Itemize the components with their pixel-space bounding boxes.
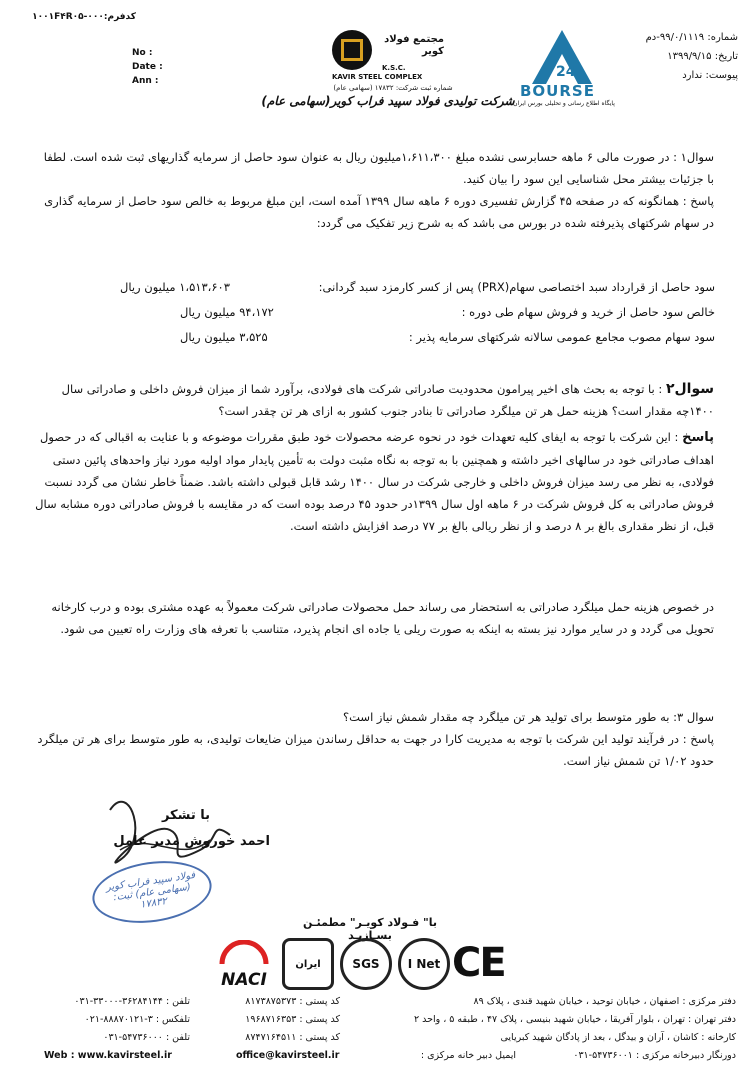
q2-answer-2: در خصوص هزینه حمل میلگرد صادراتی به استحضار می رساند حمل محصولات صادراتی شرکت معمولاً به عهده مشتری بوده و درب کارخانه تحویل می گردد و در سایر موارد نیز بسته به اینکه به صورت ریلی یا جاده ای انجام پذیرد، متناسب با تعرفه های وزارت راه تعیین می شود.	[51, 600, 714, 636]
q1-item	[120, 301, 715, 323]
inet-icon	[398, 938, 450, 990]
signature-thanks: با تشکر	[161, 808, 210, 823]
signature-name: احمد خوروش مدیر عامل	[113, 834, 270, 849]
date-label: Date :	[132, 62, 163, 72]
footer-factory-phone: تلفن : ۵۴۷۳۶۰۰۰-۰۳۱	[103, 1032, 190, 1043]
q1-item-value: ۳،۵۲۵ میلیون ریال	[180, 330, 268, 344]
inet-label: I Net	[407, 957, 441, 971]
q1-item-label: سود حاصل از قرارداد سبد اختصاصی سهام(PRX) پس از کسر کارمزد سبد گردانی:	[318, 280, 715, 294]
q1-answer: پاسخ : همانگونه که در صفحه ۴۵ گزارش تفسیری دوره ۶ ماهه سال ۱۳۹۹ آمده است، این مبلغ مربوط به خالص سود حاصل از سرمایه گذاری در سهام شرکتهای پذیرفته شده در بورس می باشد که به شرح زیر تفکیک می گردد:	[44, 194, 714, 230]
footer-tehran-postal: کد پستی : ۱۹۶۸۷۱۶۳۵۳	[245, 1014, 340, 1025]
svg-text:24: 24	[556, 64, 576, 80]
no-label: No :	[132, 48, 153, 58]
sgs-icon	[340, 938, 392, 990]
q2-answer: : این شرکت با توجه به ایفای کلیه تعهدات خود در نحوه عرضه محصولات خود طبق مقررات موضوعه و با عنایت به اقبالی که در حصول اهداف صادراتی خود در سالهای اخیر داشته و همچنین با به توجه به نگاه مثبت دولت به تأمین پایدار مواد اولیه مورد نیاز واحدهای پائین دستی فولادی، به نظر می رسد میزان فروش داخلی و خارجی شرکت در سال ۱۴۰۰ رشد قابل قبولی داشته باشد. ضمناً خاطر نشان می گردد نسبت فروش صادراتی به کل فروش شرکت در ۶ ماهه اول سال ۱۳۹۹در حدود ۴۵ درصد بوده است که در مقایسه با فروش صادراتی دوره مشابه سال قبل، از نظر مقداری بالغ بر ۸ درصد و از نظر ریالی بالغ بر ۷۷ درصد افزایش داشته است.	[35, 430, 714, 533]
company-name: شرکت تولیدی فولاد سپید فراب کویر(سهامی عام)	[261, 94, 515, 108]
q1-item-label: سود سهام مصوب مجامع عمومی سالانه شرکتهای سرمایه پذیر :	[408, 330, 715, 344]
letter-attachment: پیوست: ندارد	[682, 70, 738, 81]
q1-item-label: خالص سود حاصل از خرید و فروش سهام طی دوره :	[461, 305, 715, 319]
q1-item-value: ۱،۵۱۳،۶۰۳ میلیون ریال	[120, 280, 230, 294]
q1-items	[120, 276, 715, 348]
q2-question-label: سوال۲	[665, 381, 714, 397]
logo-text-fa: مجتمع فولاد کویر	[384, 34, 444, 57]
letter-date: تاریخ: ۱۳۹۹/۹/۱۵	[667, 51, 738, 62]
ann-label: Ann :	[132, 76, 159, 86]
q2-answer-label: پاسخ	[682, 430, 714, 445]
bourse-name: BOURSE	[520, 82, 595, 100]
company-stamp: فولاد سپید فراب کویر (سهامی عام) ثبت: ۱۷۸۳۲	[88, 854, 215, 930]
slogan: با" فـولاد کویـر" مطمئـن بسـازیـد	[303, 916, 437, 942]
q3-question: سوال ۳: به طور متوسط برای تولید هر تن میلگرد چه مقدار شمش نیاز است؟	[343, 710, 714, 724]
footer-hq-address: دفتر مرکزی : اصفهان ، خیابان توحید ، خیابان شهید قندی ، پلاک ۸۹	[473, 996, 736, 1007]
naci-label: NACI	[221, 970, 267, 990]
letter-number: شماره: ۹۹/۰/۱۱۱۹-دم	[645, 32, 738, 43]
meta-labels	[132, 46, 163, 88]
q2-answer-block	[34, 426, 714, 537]
bourse-logo-icon	[522, 26, 602, 86]
footer-secretariat-fax: دورنگار دبیرخانه مرکزی : ۵۴۷۳۶۰۰۱-۰۳۱	[573, 1050, 736, 1061]
footer-website[interactable]: Web : www.kavirsteel.ir	[44, 1050, 172, 1061]
q2-question: : با توجه به بحث های اخیر پیرامون محدودیت صادراتی شرکت های فولادی، برآورد شما از میزان فروش داخلی و صادراتی سال ۱۴۰۰چه مقدار است؟ هزینه حمل هر تن میلگرد صادراتی تا بنادر جنوب کشور به ازای هر تن چقدر است؟	[61, 382, 714, 418]
kavir-logo-icon	[332, 30, 372, 70]
q3-answer: پاسخ : در فرآیند تولید این شرکت با توجه به مدیریت کارا در جهت به حداقل رساندن میزان ضایعات تولیدی، به طور متوسط برای هر تن میلگرد حدود ۱/۰۲ تن شمش نیاز است.	[37, 732, 714, 768]
company-registration: شماره ثبت شرکت: ۱۷۸۳۲ (سهامی عام)	[333, 84, 453, 92]
q1-item-value: ۹۴،۱۷۲ میلیون ریال	[180, 305, 274, 319]
footer-tehran-address: دفتر تهران : تهران ، بلوار آفریقا ، خیابان شهید بنیسی ، پلاک ۴۷ ، طبقه ۵ ، واحد ۲	[413, 1014, 736, 1025]
footer-email-label: ایمیل دبیر خانه مرکزی :	[420, 1050, 516, 1061]
ce-mark-icon: CE	[452, 940, 505, 986]
footer-factory-address: کارخانه : کاشان ، آران و بیدگل ، بعد از پادگان شهید کبریایی	[500, 1032, 736, 1043]
iran-standard-label: ایران	[295, 958, 321, 970]
footer-email[interactable]: office@kavirsteel.ir	[236, 1050, 340, 1061]
iran-standard-icon	[282, 938, 334, 990]
logo-abbr: K.S.C.	[382, 64, 406, 72]
footer-hq-phone: تلفن : ۳۶۲۸۴۱۴۴-۳۳۰۰۰-۰۳۱	[74, 996, 190, 1007]
naci-logo-icon	[214, 938, 274, 990]
footer-hq-postal: کد پستی : ۸۱۷۳۸۷۵۳۷۳	[245, 996, 340, 1007]
form-code: کدفرم:۱۰۰۱F۴R۰۵-۰۰۰	[32, 12, 136, 22]
q1-question: سوال۱ : در صورت مالی ۶ ماهه حسابرسی نشده مبلغ ۱،۶۱۱،۳۰۰میلیون ریال به عنوان سود حاصل از سرمایه گذاریهای ثبت شده است. لطفا با جزئیات بیشتر محل شناسایی این سود را بیان کنید.	[43, 150, 714, 186]
q2-question-block	[34, 378, 714, 422]
q1-item	[120, 276, 715, 298]
footer-tehran-fax: تلفکس : ۳-۸۸۸۷۰۱۲۱-۰۲۱	[84, 1014, 190, 1025]
footer-factory-postal: کد پستی : ۸۷۴۷۱۶۴۵۱۱	[245, 1032, 340, 1043]
q1-item	[120, 326, 715, 348]
sgs-label: SGS	[352, 957, 380, 971]
letter-info	[610, 28, 738, 85]
bourse-subtitle: پایگاه اطلاع رسانی و تحلیلی بورس ایران	[513, 100, 615, 107]
logo-text-en: KAVIR STEEL COMPLEX	[332, 73, 423, 81]
